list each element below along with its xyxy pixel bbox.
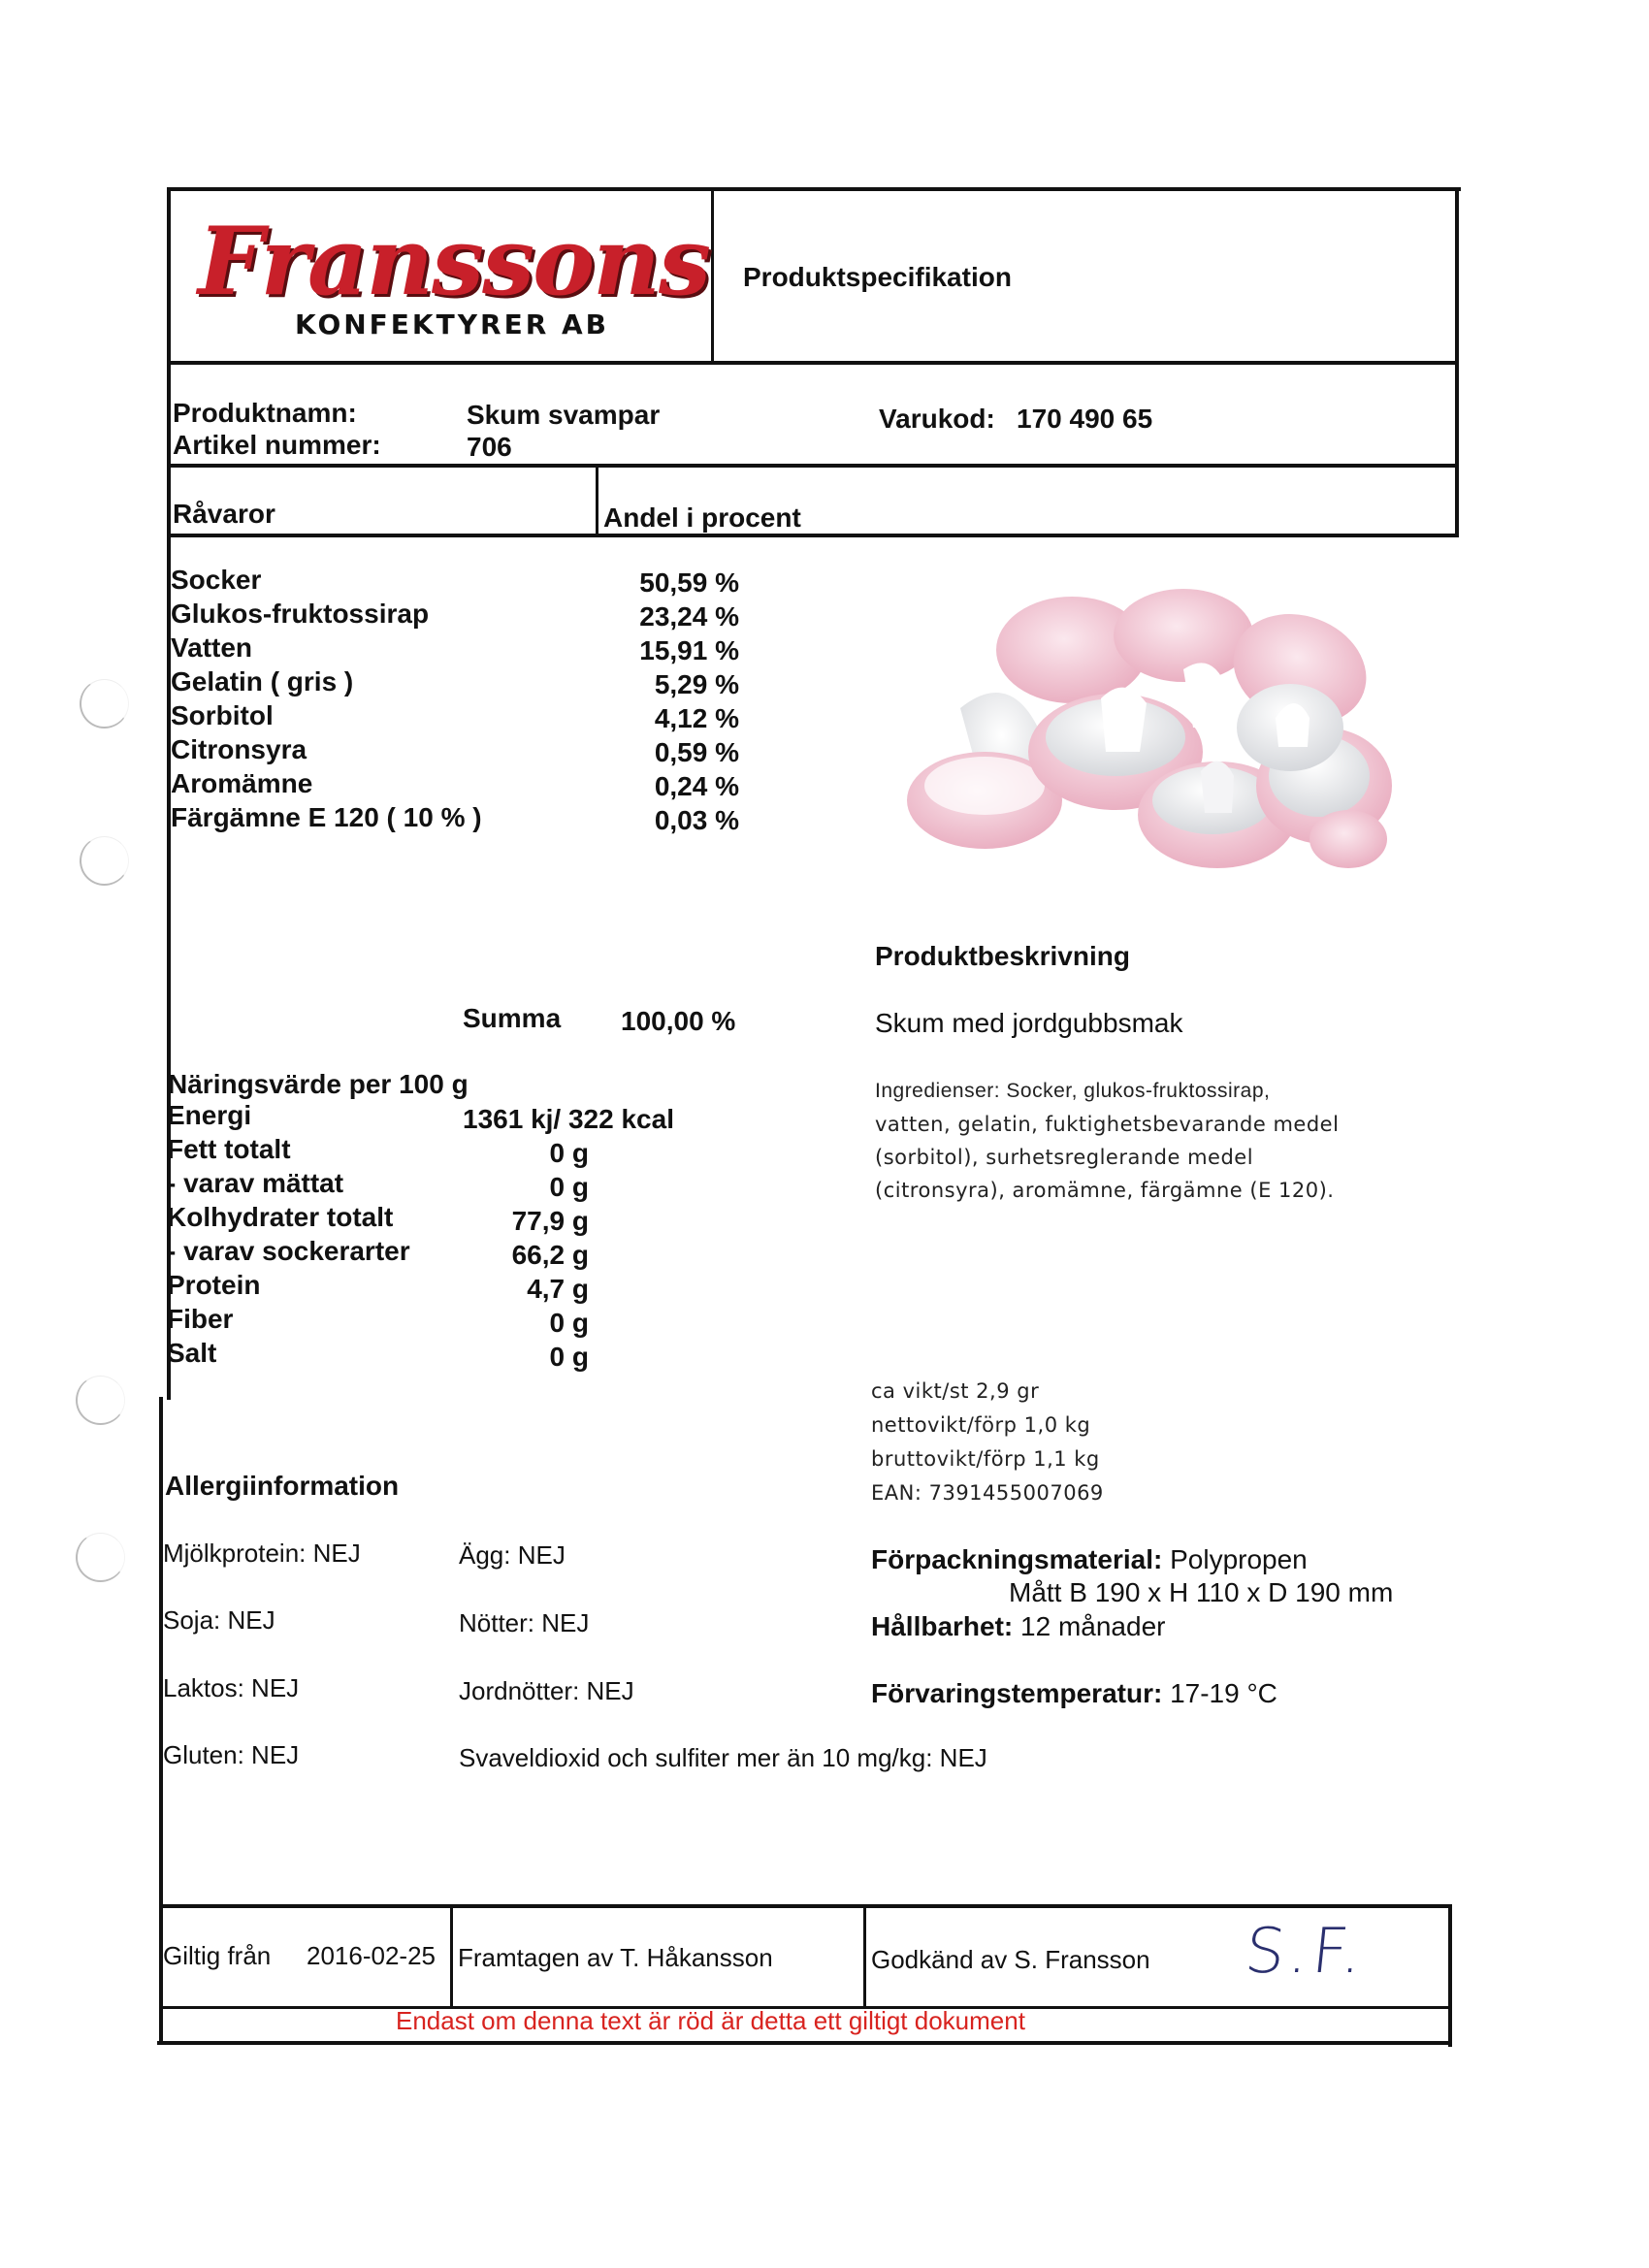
- ingredient-percent: 5,29 %: [654, 669, 739, 699]
- nutrition-name: Kolhydrater totalt: [167, 1202, 394, 1232]
- logo-wordmark: Franssons: [198, 207, 710, 316]
- gross-weight: bruttovikt/förp 1,1 kg: [871, 1447, 1100, 1471]
- company-logo: [198, 207, 710, 351]
- ingredient-percent: 50,59 %: [639, 567, 739, 598]
- ingredient-percent: 0,59 %: [654, 737, 739, 767]
- nutrition-value: 66,2 g: [511, 1240, 589, 1270]
- doc-title: Produktspecifikation: [743, 262, 1012, 292]
- ingredient-declaration-line: (sorbitol), surhetsreglerande medel: [875, 1146, 1254, 1169]
- weight-info: [871, 1375, 1104, 1510]
- allergen-gluten: Gluten: NEJ: [163, 1740, 300, 1769]
- ingredient-percent-list: [582, 567, 739, 839]
- ingredient-name: Sorbitol: [171, 700, 274, 730]
- description-text: Skum med jordgubbsmak: [875, 1008, 1183, 1038]
- nutrition-heading: Näringsvärde per 100 g: [168, 1069, 469, 1099]
- product-name-value: Skum svampar: [467, 400, 661, 430]
- description-heading: Produktbeskrivning: [875, 941, 1130, 971]
- nutrition-value: 4,7 g: [527, 1274, 589, 1304]
- net-weight: nettovikt/förp 1,0 kg: [871, 1413, 1091, 1437]
- prepared-by: Framtagen av T. Håkansson: [458, 1943, 773, 1972]
- article-number-label: Artikel nummer:: [173, 430, 381, 460]
- allergen-milk: Mjölkprotein: NEJ: [163, 1539, 361, 1568]
- nutrition-value: 0 g: [549, 1308, 589, 1338]
- nutrition-name: Fiber: [167, 1304, 234, 1334]
- allergen-soy: Soja: NEJ: [163, 1605, 275, 1635]
- packaging-material: [871, 1542, 1308, 1576]
- package-dimensions: Mått B 190 x H 110 x D 190 mm: [1009, 1577, 1394, 1607]
- signature: S.F.: [1242, 1916, 1370, 1988]
- storage-temperature: [871, 1676, 1277, 1710]
- nutrition-name-list: [167, 1100, 458, 1372]
- storage-temperature-label: Förvaringstemperatur:: [871, 1678, 1163, 1708]
- weight-per-piece: ca vikt/st 2,9 gr: [871, 1379, 1040, 1403]
- nutrition-name: - varav sockerarter: [167, 1236, 410, 1266]
- packaging-material-label: Förpackningsmaterial:: [871, 1544, 1163, 1574]
- validity-notice: Endast om denna text är röd är detta ett giltigt dokument: [396, 2006, 1025, 2035]
- product-code-value: 170 490 65: [1017, 404, 1153, 434]
- product-name-label: Produktnamn:: [173, 398, 357, 428]
- percentage-header: Andel i procent: [603, 502, 801, 533]
- valid-from-date: 2016-02-25: [307, 1941, 436, 1970]
- nutrition-value: 0 g: [549, 1342, 589, 1372]
- ingredient-declaration-line: vatten, gelatin, fuktighetsbevarande medel: [875, 1113, 1340, 1136]
- storage-temperature-value: 17-19 °C: [1170, 1678, 1277, 1708]
- valid-from-label: Giltig från: [163, 1941, 272, 1970]
- ingredient-percent: 0,03 %: [654, 805, 739, 835]
- nutrition-value: 0 g: [549, 1172, 589, 1202]
- nutrition-name: Energi: [167, 1100, 252, 1130]
- approved-by: Godkänd av S. Fransson: [871, 1945, 1150, 1974]
- allergen-peanuts: Jordnötter: NEJ: [459, 1676, 634, 1705]
- ingredient-name: Citronsyra: [171, 734, 307, 764]
- ean-code: EAN: 7391455007069: [871, 1481, 1104, 1505]
- energy-value: 1361 kj/ 322 kcal: [463, 1104, 674, 1134]
- shelf-life: [871, 1609, 1165, 1643]
- ingredient-declaration-line: (citronsyra), aromämne, färgämne (E 120).: [875, 1179, 1335, 1202]
- allergen-egg: Ägg: NEJ: [459, 1540, 566, 1570]
- product-code-label: Varukod:: [879, 404, 995, 434]
- nutrition-name: Fett totalt: [167, 1134, 291, 1164]
- shelf-life-label: Hållbarhet:: [871, 1611, 1014, 1641]
- ingredient-percent: 0,24 %: [654, 771, 739, 801]
- allergen-lactose: Laktos: NEJ: [163, 1673, 300, 1702]
- logo-subtitle: KONFEKTYRER AB: [295, 308, 610, 340]
- nutrition-name: - varav mättat: [167, 1168, 344, 1198]
- packaging-material-value: Polypropen: [1170, 1544, 1308, 1574]
- ingredient-name: Färgämne E 120 ( 10 % ): [171, 802, 482, 832]
- nutrition-value: 0 g: [549, 1138, 589, 1168]
- ingredient-percent: 4,12 %: [654, 703, 739, 733]
- ingredient-name: Gelatin ( gris ): [171, 666, 354, 697]
- punch-hole: [80, 836, 129, 886]
- nutrition-name: Salt: [167, 1338, 217, 1368]
- allergen-sulfite: Svaveldioxid och sulfiter mer än 10 mg/kg: NEJ: [459, 1743, 987, 1772]
- ingredient-declaration-line: Ingredienser: Socker, glukos-fruktossirap,: [875, 1080, 1271, 1102]
- ingredient-declaration: [875, 1075, 1339, 1207]
- nutrition-value: 77,9 g: [511, 1206, 589, 1236]
- allergy-heading: Allergiinformation: [165, 1471, 400, 1501]
- ingredient-percent: 23,24 %: [639, 601, 739, 632]
- ingredient-name: Glukos-fruktossirap: [171, 599, 430, 629]
- sum-label: Summa: [463, 1003, 562, 1033]
- ingredient-name: Socker: [171, 565, 262, 595]
- allergen-nuts: Nötter: NEJ: [459, 1608, 590, 1637]
- shelf-life-value: 12 månader: [1020, 1611, 1166, 1641]
- ingredient-name-list: [171, 565, 539, 836]
- ingredient-name: Vatten: [171, 632, 253, 663]
- punch-hole: [76, 1376, 125, 1425]
- ingredient-percent: 15,91 %: [639, 635, 739, 665]
- raw-materials-header: Råvaror: [173, 499, 275, 529]
- article-number-value: 706: [467, 432, 512, 462]
- nutrition-value-list: [436, 1138, 589, 1376]
- punch-hole: [80, 679, 129, 729]
- ingredient-name: Aromämne: [171, 768, 313, 798]
- product-photo: [892, 582, 1416, 902]
- nutrition-name: Protein: [167, 1270, 261, 1300]
- sum-value: 100,00 %: [621, 1006, 736, 1036]
- punch-hole: [76, 1533, 125, 1582]
